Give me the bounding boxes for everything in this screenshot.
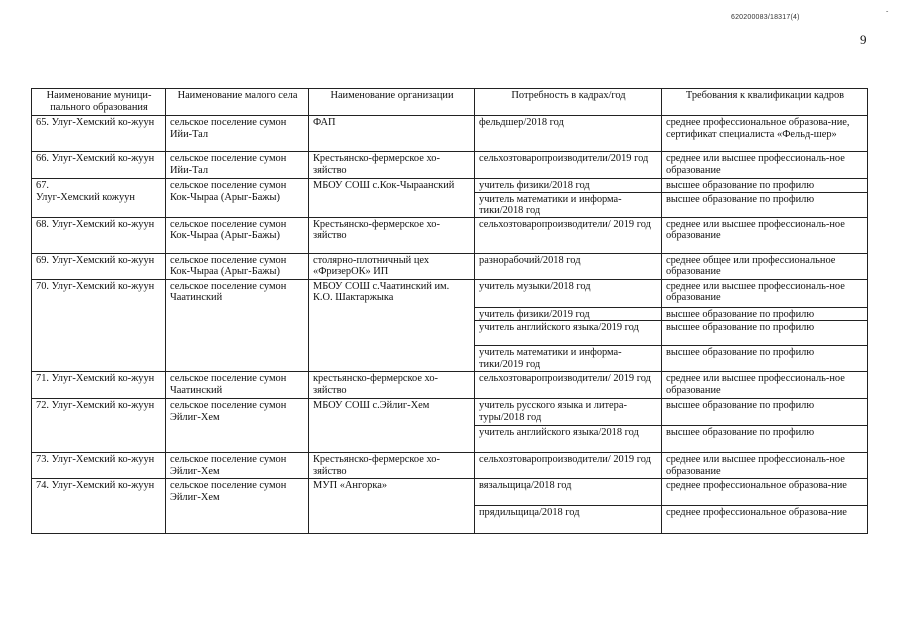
cell-organization: МБОУ СОШ с.Эйлиг-Хем bbox=[309, 399, 475, 453]
cell-municipality: 69. Улуг-Хемский ко-жуун bbox=[32, 253, 166, 279]
cell-village: сельское поселение сумон Чаатинский bbox=[166, 279, 309, 372]
cell-organization: Крестьянско-фермерское хо-зяйство bbox=[309, 217, 475, 253]
cell-staff-need: учитель русского языка и литера-туры/2018 год bbox=[475, 399, 662, 426]
cell-staff-need: вязальщица/2018 год bbox=[475, 479, 662, 506]
cell-staff-need: разнорабочий/2018 год bbox=[475, 253, 662, 279]
cell-qualification: среднее или высшее профессиональ-ное образование bbox=[662, 279, 868, 307]
table-row bbox=[32, 152, 868, 179]
cell-staff-need: сельхозтоваропроизводители/2019 год bbox=[475, 152, 662, 179]
cell-qualification: высшее образование по профилю bbox=[662, 321, 868, 346]
table-row bbox=[32, 399, 868, 426]
table-row bbox=[32, 116, 868, 152]
cell-municipality bbox=[32, 179, 166, 218]
cell-municipality: 68. Улуг-Хемский ко-жуун bbox=[32, 217, 166, 253]
cell-village: сельское поселение сумон Эйлиг-Хем bbox=[166, 399, 309, 453]
header-village: Наименование малого села bbox=[166, 89, 309, 116]
cell-municipality: 70. Улуг-Хемский ко-жуун bbox=[32, 279, 166, 372]
table-row bbox=[32, 179, 868, 193]
cell-municipality: 65. Улуг-Хемский ко-жуун bbox=[32, 116, 166, 152]
cell-organization: МУП «Ангорка» bbox=[309, 479, 475, 534]
cell-qualification: высшее образование по профилю bbox=[662, 192, 868, 217]
municipality-name: Улуг-Хемский кожуун bbox=[36, 191, 135, 203]
page-number: 9 bbox=[860, 32, 867, 47]
table-row bbox=[32, 217, 868, 253]
cell-municipality: 71. Улуг-Хемский ко-жуун bbox=[32, 372, 166, 399]
cell-village: сельское поселение сумон Чаатинский bbox=[166, 372, 309, 399]
cell-organization: столярно-плотничный цех «ФризерОК» ИП bbox=[309, 253, 475, 279]
cell-qualification: высшее образование по профилю bbox=[662, 307, 868, 321]
cell-qualification: среднее или высшее профессиональ-ное образование bbox=[662, 453, 868, 479]
table-row bbox=[32, 479, 868, 506]
header-municipality: Наименование муници-пального образования bbox=[32, 89, 166, 116]
cell-organization: Крестьянско-фермерское хо-зяйство bbox=[309, 152, 475, 179]
table-row bbox=[32, 279, 868, 307]
cell-village: сельское поселение сумон Эйлиг-Хем bbox=[166, 479, 309, 534]
cell-organization: МБОУ СОШ с.Чаатинский им. К.О. Шактаржыка bbox=[309, 279, 475, 372]
cell-qualification: среднее или высшее профессиональ-ное образование bbox=[662, 217, 868, 253]
cell-staff-need: сельхозтоваропроизводители/ 2019 год bbox=[475, 217, 662, 253]
cell-village: сельское поселение сумон Эйлиг-Хем bbox=[166, 453, 309, 479]
cell-qualification: среднее или высшее профессиональ-ное образование bbox=[662, 372, 868, 399]
cell-organization: ФАП bbox=[309, 116, 475, 152]
cell-qualification: среднее общее или профессиональное образование bbox=[662, 253, 868, 279]
header-qualification: Требования к квалификации кадров bbox=[662, 89, 868, 116]
cell-village: сельское поселение сумон Ийи-Тал bbox=[166, 152, 309, 179]
header-staff-need: Потребность в кадрах/год bbox=[475, 89, 662, 116]
cell-organization: Крестьянско-фермерское хо-зяйство bbox=[309, 453, 475, 479]
cell-municipality: 73. Улуг-Хемский ко-жуун bbox=[32, 453, 166, 479]
cell-qualification: высшее образование по профилю bbox=[662, 346, 868, 372]
cell-qualification: среднее профессиональное образова-ние bbox=[662, 506, 868, 534]
cell-qualification: среднее профессиональное образова-ние, сертификат специалиста «Фельд-шер» bbox=[662, 116, 868, 152]
cell-municipality: 72. Улуг-Хемский ко-жуун bbox=[32, 399, 166, 453]
cell-village: сельское поселение сумон Кок-Чыраа (Арыг-Бажы) bbox=[166, 179, 309, 218]
corner-mark: - bbox=[886, 7, 889, 15]
cell-staff-need: учитель английского языка/2019 год bbox=[475, 321, 662, 346]
cell-village: сельское поселение сумон Кок-Чыраа (Арыг-Бажы) bbox=[166, 217, 309, 253]
personnel-needs-table bbox=[31, 88, 868, 534]
cell-staff-need: прядильщица/2018 год bbox=[475, 506, 662, 534]
cell-organization: крестьянско-фермерское хо-зяйство bbox=[309, 372, 475, 399]
cell-staff-need: учитель математики и информа-тики/2018 год bbox=[475, 192, 662, 217]
cell-staff-need: сельхозтоваропроизводители/ 2019 год bbox=[475, 453, 662, 479]
cell-qualification: высшее образование по профилю bbox=[662, 426, 868, 453]
cell-qualification: среднее или высшее профессиональ-ное образование bbox=[662, 152, 868, 179]
cell-municipality: 74. Улуг-Хемский ко-жуун bbox=[32, 479, 166, 534]
cell-organization: МБОУ СОШ с.Кок-Чыраанский bbox=[309, 179, 475, 218]
table-row bbox=[32, 453, 868, 479]
cell-staff-need: учитель физики/2018 год bbox=[475, 179, 662, 193]
header-organization: Наименование организации bbox=[309, 89, 475, 116]
document-id: 620200083/18317(4) bbox=[731, 14, 800, 21]
table-row bbox=[32, 372, 868, 399]
table-row bbox=[32, 253, 868, 279]
cell-village: сельское поселение сумон Кок-Чыраа (Арыг-Бажы) bbox=[166, 253, 309, 279]
cell-qualification: среднее профессиональное образова-ние bbox=[662, 479, 868, 506]
cell-staff-need: учитель математики и информа-тики/2019 год bbox=[475, 346, 662, 372]
cell-staff-need: учитель музыки/2018 год bbox=[475, 279, 662, 307]
cell-staff-need: учитель физики/2019 год bbox=[475, 307, 662, 321]
table-header-row bbox=[32, 89, 868, 116]
cell-staff-need: учитель английского языка/2018 год bbox=[475, 426, 662, 453]
cell-municipality: 66. Улуг-Хемский ко-жуун bbox=[32, 152, 166, 179]
cell-staff-need: сельхозтоваропроизводители/ 2019 год bbox=[475, 372, 662, 399]
cell-qualification: высшее образование по профилю bbox=[662, 399, 868, 426]
cell-qualification: высшее образование по профилю bbox=[662, 179, 868, 193]
row-number: 67. bbox=[36, 180, 49, 191]
cell-village: сельское поселение сумон Ийи-Тал bbox=[166, 116, 309, 152]
cell-staff-need: фельдшер/2018 год bbox=[475, 116, 662, 152]
